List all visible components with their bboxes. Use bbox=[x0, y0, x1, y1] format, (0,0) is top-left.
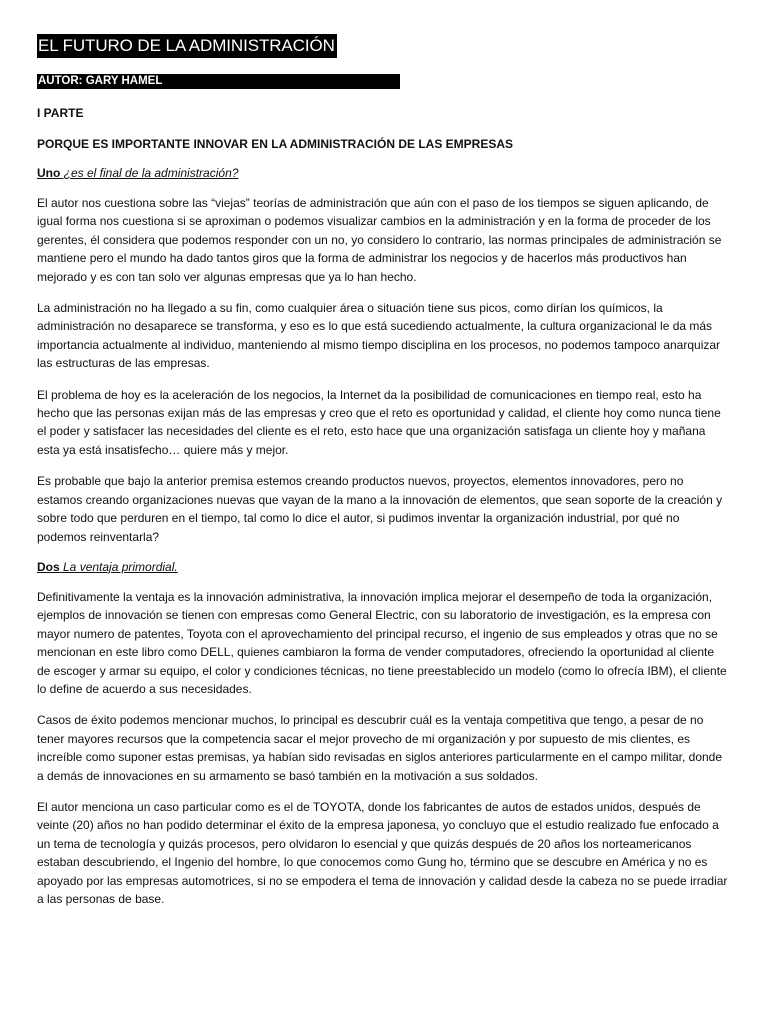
subheading-dos bbox=[37, 559, 729, 575]
subheading-dos-text: La ventaja primordial. bbox=[59, 559, 178, 574]
subheading-dos-number: Dos bbox=[37, 559, 60, 574]
section-subtitle: PORQUE ES IMPORTANTE INNOVAR EN LA ADMINISTRACIÓN DE LAS EMPRESAS bbox=[37, 137, 514, 151]
document-title-wrap bbox=[37, 34, 729, 58]
subheading-uno bbox=[37, 165, 729, 181]
paragraph: Es probable que bajo la anterior premisa estemos creando productos nuevos, proyectos, elementos innovadores, pero no estamos creando organizaciones nuevas que vayan de la mano a la innovación de elementos, que sean soporte de la creación y sobre todo que perduren en el tiempo, tal como lo dice el autor, si pudimos inventar la organización industrial, por qué no podemos reinventarla? bbox=[37, 474, 723, 544]
author-line: AUTOR: GARY HAMEL bbox=[37, 74, 400, 89]
paragraph: El autor nos cuestiona sobre las “viejas” teorías de administración que aún con el paso de los tiempos se siguen aplicando, de igual forma nos cuestiona si se aproximan o podemos visualizar cambios en la administración y en la forma de proceder de los gerentes, él considera que podemos responder con un no, yo considero lo contrario, las normas principales de administración se mantiene pero el mundo ha dado tantos giros que la forma de administrar los negocios y de hacerlos más productivos han mejorado y es con tan solo ver algunas empresas que ya lo han hecho. bbox=[37, 196, 722, 284]
subheading-uno-number: Uno bbox=[37, 166, 61, 180]
paragraph: La administración no ha llegado a su fin, como cualquier área o situación tiene sus picos, como dirían los químicos, la administración no desaparece se transforma, y eso es lo que está sucediendo actualmente, la cultura organizacional le da más importancia actualmente al individuo, manteniendo al mismo tiempo disciplina en los procesos, no podemos tampoco anarquizar las estructuras de las empresas. bbox=[37, 301, 721, 371]
paragraph: El autor menciona un caso particular como es el de TOYOTA, donde los fabricantes de autos de estados unidos, después de veinte (20) años no han podido determinar el éxito de la empresa japonesa, yo concluyo que el estudio realizado fue enfocado a un tema de tecnología y quizás procesos, pero olvidaron lo esencial y que quizás después de 20 años los norteamericanos estaban descubriendo, el Ingenio del hombre, lo que conocemos como Gung ho, término que se descubre en América y no es apoyado por las empresas automotrices, si no se empodera el tema de innovación y calidad desde la cabeza no se puede irradiar a las personas de base. bbox=[37, 799, 728, 906]
paragraph: Casos de éxito podemos mencionar muchos, lo principal es descubrir cuál es la ventaja competitiva que tengo, a pesar de no tener mayores recursos que la competencia sacar el mejor provecho de mi organización y por supuesto de mis clientes, es increíble como suponer estas premisas, ya habían sido revisadas en siglos anteriores particularmente en el campo militar, donde a demás de innovaciones en su armamento se basó también en la motivación a sus soldados. bbox=[37, 713, 723, 783]
subheading-uno-text: ¿es el final de la administración? bbox=[60, 166, 239, 180]
document-title: EL FUTURO DE LA ADMINISTRACIÓN bbox=[37, 34, 337, 58]
document-page bbox=[37, 34, 729, 908]
part-heading: I PARTE bbox=[37, 106, 84, 120]
paragraph: El problema de hoy es la aceleración de los negocios, la Internet da la posibilidad de comunicaciones en tiempo real, esto ha hecho que las personas exijan más de las empresas y creo que el reto es oportunidad y calidad, el cliente hoy como nunca tiene el poder y satisfacer las necesidades del cliente es el reto, esto hace que una organización satisfaga un cliente hoy y mañana esta ya está insatisfecho… quiere más y mejor. bbox=[37, 387, 721, 457]
paragraph: Definitivamente la ventaja es la innovación administrativa, la innovación implica mejorar el desempeño de toda la organización, ejemplos de innovación se tienen con empresas como General Electric, con su laboratorio de investigación, es la empresa con mayor numero de patentes, Toyota con el aprovechamiento del principal recurso, el ingenio de sus empleados y otras que no se mencionan en este libro como DELL, quienes cambiaron la forma de vender computadores, ofreciendo la oportunidad al cliente de escoger y armar su equipo, el color y condiciones técnicas, no tiene preestablecido un modelo (como lo ofrecía IBM), el cliente lo define de acuerdo a sus necesidades. bbox=[37, 589, 727, 696]
